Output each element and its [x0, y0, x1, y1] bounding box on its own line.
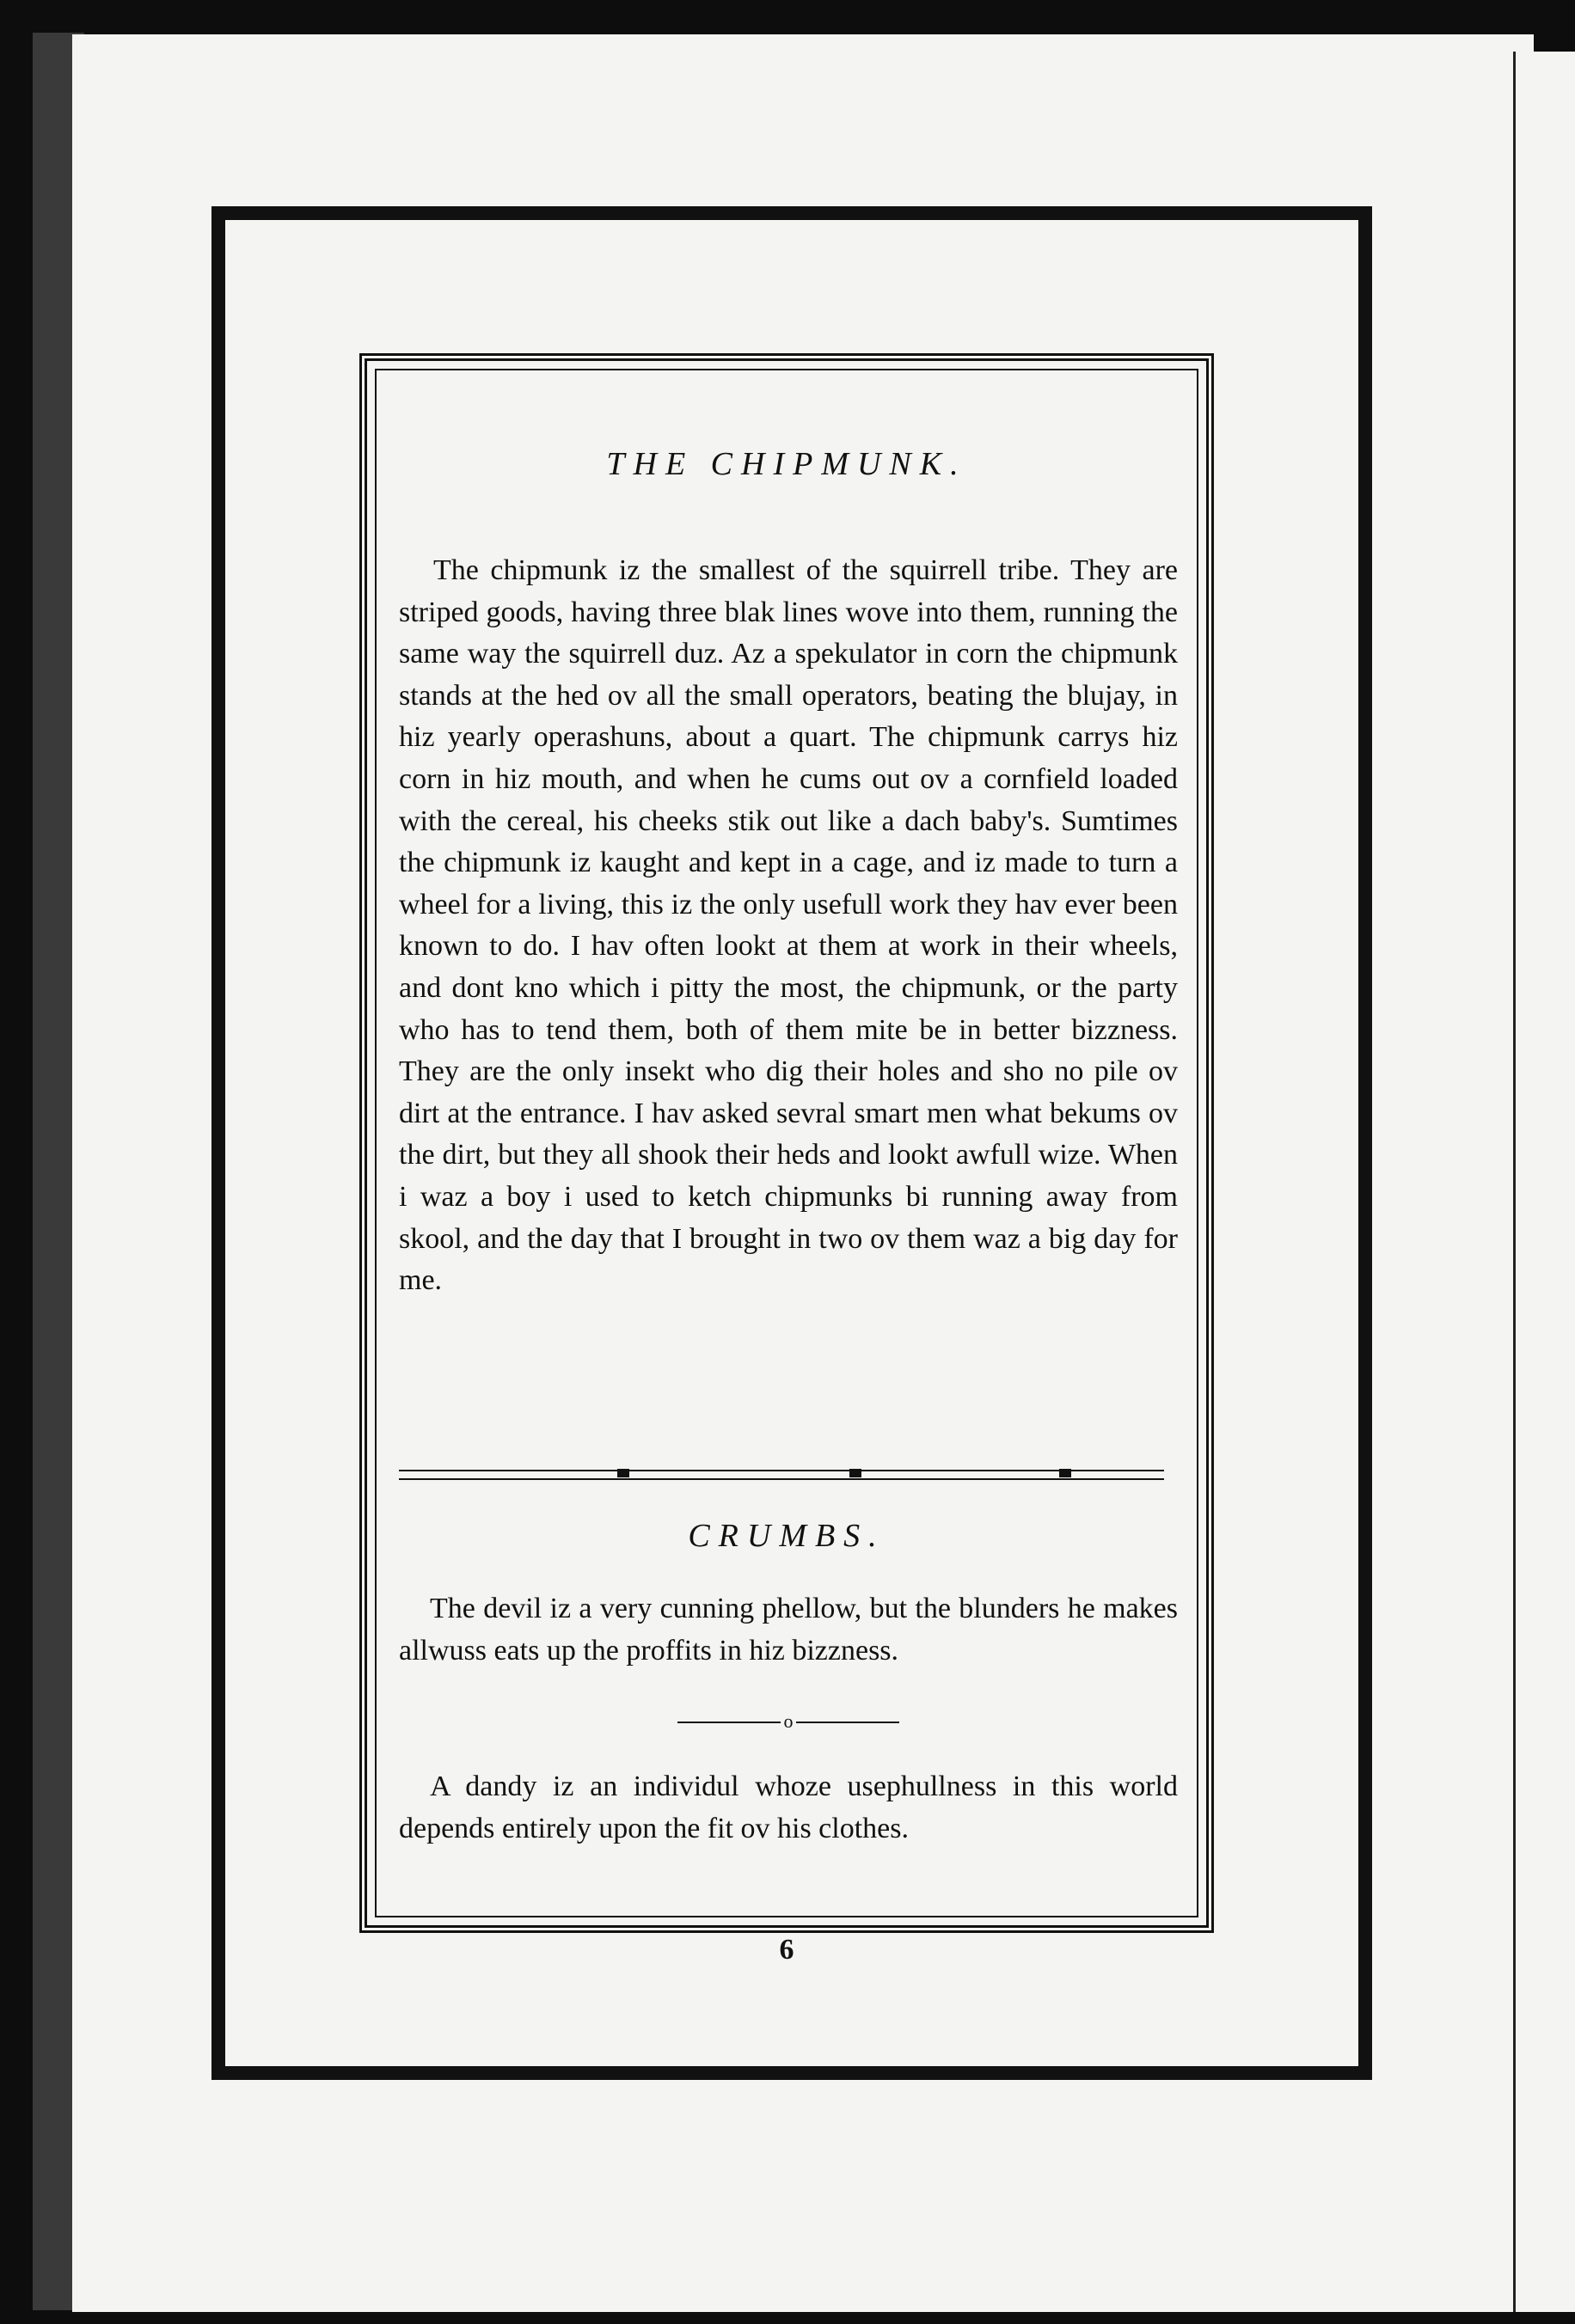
- article-body: The chipmunk iz the smallest of the squirrell tribe. They are striped goods, having three blak lines wove into them, running the same way the squirrell duz. Az a spekulator in corn the chipmunk stands at the hed ov all the small operators, beating the blujay, in hiz yearly operashuns, about a quart. The chipmunk carrys hiz corn in hiz mouth, and when he cums out ov a cornfield loaded with the cereal, his cheeks stik out like a dach baby's. Sumtimes the chipmunk iz kaught and kept in a cage, and iz made to turn a wheel for a living, this iz the only usefull work they hav ever been known to do. I hav often lookt at them at work in their wheels, and dont kno which i pitty the most, the chipmunk, or the party who has to tend them, both of them mite be in better bizzness. They are the only insekt who dig their holes and sho no pile ov dirt at the entrance. I hav asked sevral smart men what bekums ov the dirt, but they all shook their heds and lookt awfull wize. When i waz a boy i used to ketch chipmunks bi running away from skool, and the day that I brought in two ov them waz a big day for me.: [399, 554, 1178, 1297]
- separator-rule-right: [796, 1722, 899, 1723]
- divider-ornament: [617, 1469, 629, 1477]
- page-number: 6: [779, 1934, 794, 1966]
- separator-rule-left: [677, 1722, 781, 1723]
- crumbs-item: The devil iz a very cunning phellow, but the blunders he makes allwuss eats up the proffits in hiz bizzness.: [399, 1593, 1178, 1667]
- crumbs-item: A dandy iz an individul whoze usephullness in this world depends entirely upon the fit ov his clothes.: [399, 1771, 1178, 1844]
- separator-ornament: o: [783, 1710, 794, 1732]
- adjacent-page-edge: [1513, 52, 1575, 2312]
- divider-ornament: [849, 1469, 861, 1477]
- crumbs-title: CRUMBS.: [688, 1518, 886, 1554]
- article-title: THE CHIPMUNK.: [606, 446, 967, 482]
- divider-ornament: [1059, 1469, 1071, 1477]
- section-divider: [399, 1470, 1164, 1480]
